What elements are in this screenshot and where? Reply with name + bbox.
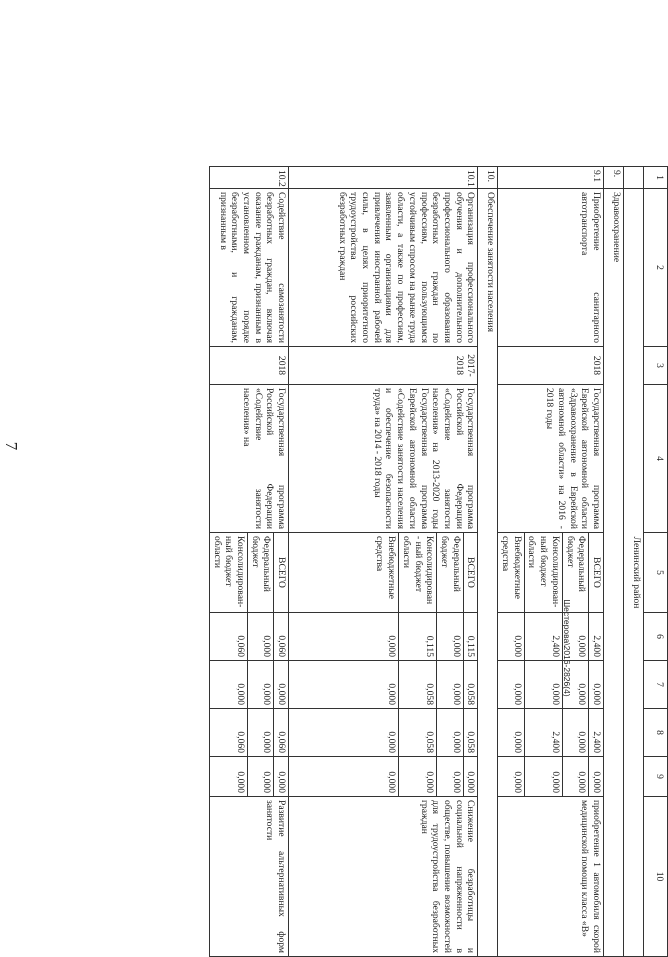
- section-row: [478, 167, 498, 957]
- funding-source: Внебюджетные средства: [289, 533, 399, 613]
- amount-cell: 0,000: [437, 709, 463, 757]
- amount-cell: 2,400: [589, 613, 604, 661]
- measure-year: 2017-2018: [289, 347, 478, 385]
- funding-source: Федеральный бюджет: [437, 533, 463, 613]
- col-header: 10: [644, 797, 668, 957]
- program-name: Государственная программа Российской Федерации «Содействие занятости населения» на 2013-2020 годы Государственная программа Еврейской автономной области «Содействие занятости населения и обеспечение безопасности труда» на 2014 - 2018 годы: [289, 385, 478, 533]
- column-number-row: [644, 167, 668, 957]
- amount-cell: 0,000: [562, 613, 588, 661]
- district-name: Ленинский район: [624, 189, 644, 957]
- funding-source: ВСЕГО: [274, 533, 289, 613]
- scan-reference-text: Шестерова\2016-2826(4): [562, 599, 572, 697]
- amount-cell: 0,000: [498, 613, 524, 661]
- row-number: 9.1: [498, 167, 604, 189]
- amount-cell: 2,400: [524, 709, 562, 757]
- row-number: 10.1: [289, 167, 478, 189]
- col-header: 5: [644, 533, 668, 613]
- amount-cell: 0,000: [289, 709, 399, 757]
- col-header: 4: [644, 385, 668, 533]
- amount-cell: 0,000: [498, 709, 524, 757]
- expected-result: приобретение 1 автомобиля скорой медицинской помощи класса «В»: [498, 797, 604, 957]
- amount-cell: 0,000: [289, 613, 399, 661]
- amount-cell: 0,000: [463, 757, 478, 797]
- measure-year: 2018: [209, 347, 288, 385]
- funding-source: Консолидирован-ный бюджет области: [524, 533, 562, 613]
- amount-cell: 0,058: [463, 661, 478, 709]
- amount-cell: 0,000: [589, 661, 604, 709]
- section-title: Обеспечение занятости населения: [478, 189, 498, 957]
- funding-source: Федеральный бюджет: [248, 533, 274, 613]
- funding-source: ВСЕГО: [463, 533, 478, 613]
- amount-cell: 0,000: [209, 757, 247, 797]
- page-number: 7: [2, 441, 21, 451]
- col-header: 9: [644, 757, 668, 797]
- amount-cell: 0,000: [562, 757, 588, 797]
- amount-cell: 0,000: [248, 757, 274, 797]
- amount-cell: 0,000: [524, 757, 562, 797]
- amount-cell: 0,000: [248, 661, 274, 709]
- funding-source: ВСЕГО: [589, 533, 604, 613]
- amount-cell: 0,000: [274, 757, 289, 797]
- measure-name: Приобретение санитарного автотранспорта: [498, 189, 604, 347]
- amount-cell: 0,000: [289, 757, 399, 797]
- measure-name: Организация профессионального обучения и дополнительного профессионального образования безработных граждан по профессиям, пользующимся устойчивым спросом на рынке труда области, а также по профессиям, заявленным организациями для привлечения иностранной рабочей силы, в целях приоритетного трудоустройства российских безработных граждан: [289, 189, 478, 347]
- section-number: 10.: [478, 167, 498, 189]
- funding-source: Консолидирован - ный бюджет области: [399, 533, 437, 613]
- amount-cell: 0,058: [463, 709, 478, 757]
- measure-name: Содействие самозанятости безработных граждан, включая оказание гражданам, признанным в установленном порядке безработными, и гражданам, признанным в: [209, 189, 288, 347]
- funding-source: Консолидирован-ный бюджет области: [209, 533, 247, 613]
- col-header: 7: [644, 661, 668, 709]
- col-header: 1: [644, 167, 668, 189]
- district-row: [624, 167, 644, 957]
- amount-cell: 0,060: [274, 613, 289, 661]
- funding-source: Внебюджетные средства: [498, 533, 524, 613]
- amount-cell: 0,000: [437, 757, 463, 797]
- col-header: 8: [644, 709, 668, 757]
- row-number: 10.2: [209, 167, 288, 189]
- amount-cell: 2,400: [589, 709, 604, 757]
- amount-cell: 0,000: [399, 757, 437, 797]
- amount-cell: 0,000: [589, 757, 604, 797]
- table-row: [589, 167, 604, 957]
- col-header: 3: [644, 347, 668, 385]
- table-row: [463, 167, 478, 957]
- amount-cell: 0,000: [209, 661, 247, 709]
- amount-cell: 0,060: [209, 613, 247, 661]
- amount-cell: 0,060: [274, 709, 289, 757]
- amount-cell: 0,058: [399, 709, 437, 757]
- amount-cell: 0,000: [289, 661, 399, 709]
- table-row: [274, 167, 289, 957]
- expected-result: Снижение безработицы и социальной напряженности в обществе, повышение возможностей для трудоустройства безработных граждан: [289, 797, 478, 957]
- amount-cell: 0,000: [437, 661, 463, 709]
- section-number: 9.: [604, 167, 624, 189]
- expected-result: Развитие альтернативных форм занятости: [209, 797, 288, 957]
- amount-cell: 0,115: [399, 613, 437, 661]
- col-header: 2: [644, 189, 668, 347]
- amount-cell: 0,115: [463, 613, 478, 661]
- rotated-table-container: [211, 166, 668, 956]
- amount-cell: 0,000: [562, 661, 588, 709]
- amount-cell: 0,000: [562, 709, 588, 757]
- amount-cell: 0,000: [248, 613, 274, 661]
- amount-cell: 0,000: [248, 709, 274, 757]
- amount-cell: 0,060: [209, 709, 247, 757]
- program-table: [209, 166, 668, 957]
- section-title: Здравоохранение: [604, 189, 624, 957]
- amount-cell: 0,000: [498, 661, 524, 709]
- measure-year: 2018: [498, 347, 604, 385]
- program-name: Государственная программа Еврейской автономной области «Здравоохранение в Еврейской автономной области» на 2016 - 2018 годы: [498, 385, 604, 533]
- funding-source: Федеральный бюджет: [562, 533, 588, 613]
- amount-cell: 0,000: [524, 661, 562, 709]
- amount-cell: 0,058: [399, 661, 437, 709]
- amount-cell: 0,000: [498, 757, 524, 797]
- col-header: 6: [644, 613, 668, 661]
- amount-cell: 0,000: [437, 613, 463, 661]
- amount-cell: 2,400: [524, 613, 562, 661]
- program-name: Государственная программа Российской Федерации «Содействие занятости населения» на: [209, 385, 288, 533]
- amount-cell: 0,000: [274, 661, 289, 709]
- section-row: [604, 167, 624, 957]
